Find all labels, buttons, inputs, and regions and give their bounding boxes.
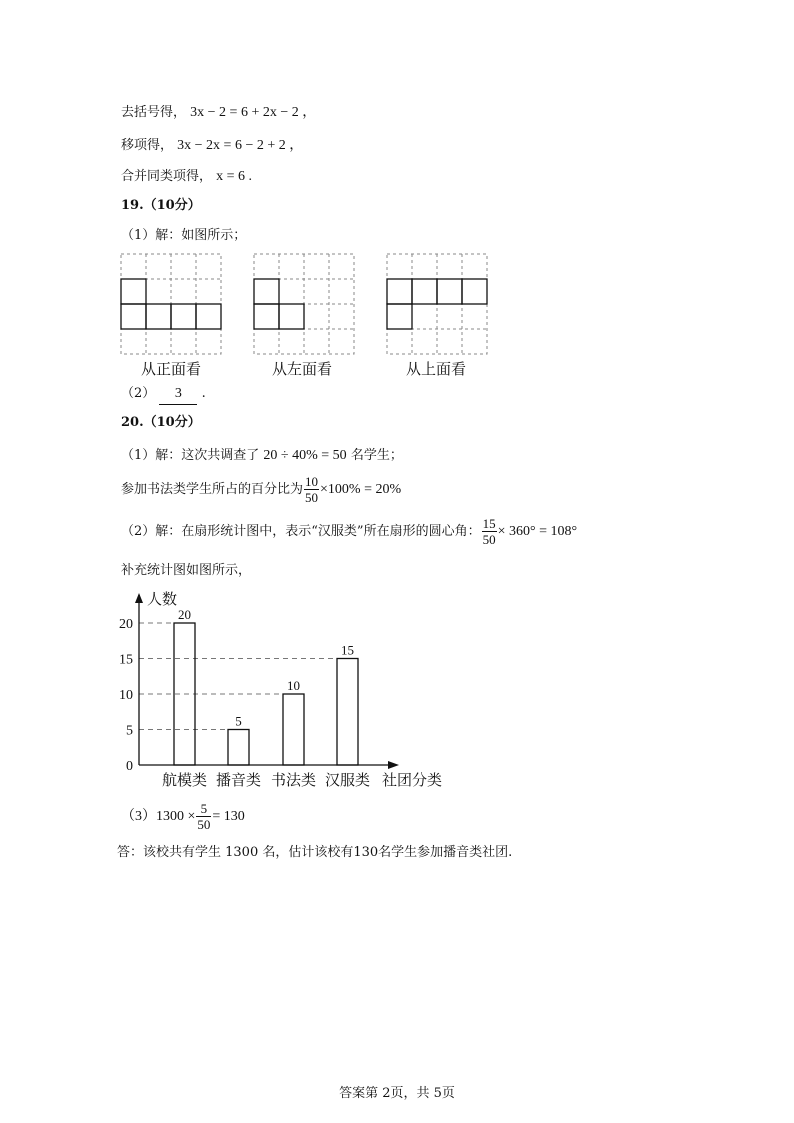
q20-part1b (121, 472, 401, 508)
bar-播音类 (228, 730, 249, 766)
q20-part1 (121, 446, 403, 466)
text: （2）解：在扇形统计图中，表示“汉服类”所在扇形的圆心角： (121, 524, 481, 539)
fraction (196, 801, 211, 832)
x-axis-title: 社团分类 (381, 773, 443, 789)
x-axis-arrow (388, 761, 399, 769)
y-tick-label: 10 (119, 688, 133, 703)
x-tick-label: 书法类 (270, 773, 317, 789)
q20-part3 (121, 799, 245, 835)
q20-part2b: 补充统计图如图所示， (121, 563, 252, 578)
equation: 3x − 2x = 6 − 2 + 2 ， (177, 138, 304, 153)
expression: = 130 (212, 809, 245, 824)
q19-part2 (121, 384, 206, 405)
bar-汉服类 (337, 659, 358, 766)
y-axis-title: 人数 (147, 592, 178, 608)
equation: x = 6 . (216, 169, 253, 184)
y-tick-label: 15 (119, 652, 133, 668)
three-views-figure (0, 250, 794, 370)
q20-answer: 答：该校共有学生 1300 名，估计该校有130名学生参加播音类社团. (117, 845, 513, 860)
y-tick-label: 0 (126, 759, 133, 774)
view-label-top: 从上面看 (406, 360, 467, 378)
text: 名学生； (350, 448, 403, 463)
text: 参加书法类学生所占的百分比为 (121, 482, 304, 497)
data-label: 5 (235, 713, 242, 729)
view-label-left: 从左面看 (272, 360, 333, 378)
view-label-front: 从正面看 (141, 360, 202, 378)
numerator: 15 (482, 516, 496, 531)
step-label: 合并同类项得， (121, 169, 213, 184)
bar-chart (0, 585, 794, 795)
part2-prefix: （2） (121, 386, 156, 401)
line-transpose (121, 136, 303, 156)
step-label: 移项得， (121, 138, 174, 153)
part2-suffix: . (201, 386, 206, 401)
line-combine (121, 167, 252, 187)
expression: 20 ÷ 40% = 50 (263, 448, 347, 463)
data-label: 20 (178, 607, 191, 622)
q19-part1: （1）解：如图所示； (121, 228, 247, 243)
left-view (254, 254, 354, 354)
fraction (482, 516, 497, 547)
equation: 3x − 2 = 6 + 2x − 2 ， (190, 105, 317, 120)
numerator: 5 (196, 801, 211, 817)
text: （1）解：这次共调查了 (121, 448, 260, 463)
expression: （3）1300 × (121, 809, 196, 824)
top-view (387, 254, 487, 354)
page-footer: 答案第 2页，共 5页 (339, 1086, 455, 1101)
part2-answer: 3 (159, 384, 197, 405)
x-tick-label: 航模类 (161, 773, 208, 789)
y-axis-arrow (135, 593, 143, 603)
denominator: 50 (305, 490, 319, 505)
expression: ×100% = 20% (320, 482, 402, 497)
x-tick-label: 播音类 (215, 773, 262, 789)
y-tick-label: 5 (126, 723, 133, 739)
data-label: 15 (341, 642, 354, 658)
denominator: 50 (197, 817, 211, 832)
fraction (304, 474, 319, 505)
front-view (121, 254, 221, 354)
q20-heading: 20.（10分） (121, 415, 201, 430)
q19-heading: 19.（10分） (121, 198, 201, 213)
line-remove-brackets (121, 103, 316, 123)
data-label: 10 (287, 678, 300, 693)
bar-书法类 (283, 694, 304, 765)
denominator: 50 (482, 532, 496, 547)
numerator: 10 (305, 474, 319, 489)
y-tick-label: 20 (119, 617, 133, 632)
q20-part2 (121, 514, 577, 550)
x-tick-label: 汉服类 (324, 773, 371, 789)
step-label: 去括号得， (121, 105, 187, 120)
expression: × 360° = 108° (497, 524, 578, 539)
